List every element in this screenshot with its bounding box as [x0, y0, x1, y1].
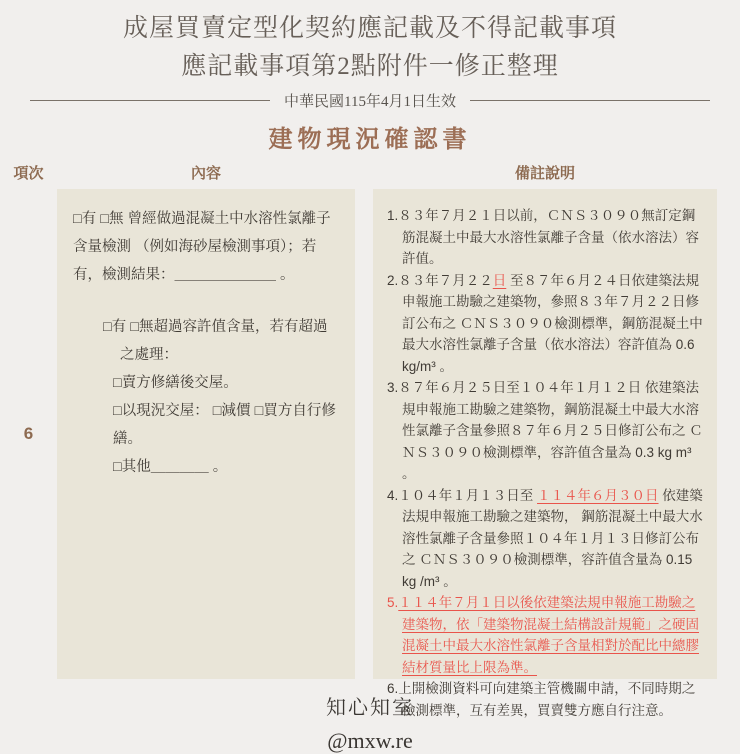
note-highlighted-text: １１４年７月１日以後依建築法規申報施工勘驗之建築物，依「建築物混凝土結構設計規範」之硬固混凝土中最大水溶性氯離子含量相對於配比中總膠結材質量比上限為準。: [398, 595, 699, 675]
note-item: [387, 592, 703, 678]
note-text: ８３年７月２１日以前，ＣＮＳ３０９０無訂定鋼筋混凝土中最大水溶性氯離子含量（依水溶法）容許值。: [398, 208, 699, 266]
content-line: □其他＿＿＿＿ 。: [113, 459, 228, 475]
note-text: 依建築法規申報施工勘驗之建築物， 鋼筋混凝土中最大水溶性氯離子含量參照１０４年１月１３日修訂公布之 ＣＮＳ３０９０檢測標準，容許值含量為 0.15 kg /m³ 。: [402, 487, 703, 589]
note-text: 至８７年６月２４日依建築法規申報施工勘驗之建築物，參照８３年７月２２日修訂公布之 ＣＮＳ３０９０檢測標準，鋼筋混凝土中最大水溶性氯離子含量（依水溶法）容許值為 0.6 kg/m³ 。: [402, 272, 703, 374]
rule-line-left: [30, 100, 270, 101]
note-number: 6.: [387, 681, 399, 696]
column-header-notes: 備註說明: [514, 165, 575, 182]
page-title-line-2: 應記載事項第2點附件一修正整理: [181, 53, 559, 80]
column-header-item-no: 項次: [13, 165, 44, 182]
effective-date: 中華民國115年4月1日生效: [284, 94, 456, 110]
note-number: 5.: [387, 595, 399, 610]
section-title: 建物現況確認書: [268, 126, 472, 153]
note-item: [387, 485, 703, 593]
note-highlighted-text: 日: [492, 272, 507, 288]
content-box: [57, 189, 355, 679]
note-item: [387, 270, 703, 378]
note-text: 上開檢測資料可向建築主管機關申請，不同時期之檢測標準，互有差異，買賣雙方應自行注意。: [398, 681, 696, 718]
content-line: □有 □無超過容許值含量，若有超過之處理：: [103, 319, 328, 363]
note-number: 3.: [387, 380, 399, 395]
content-line: □有 □無 曾經做過混凝土中水溶性氯離子含量檢測 （例如海砂屋檢測事項）；若有，檢測結果：＿＿＿＿＿＿＿ 。: [73, 211, 331, 283]
note-text: ８３年７月２２: [398, 272, 493, 288]
note-highlighted-text: １１４年６月３０日: [537, 487, 659, 503]
table-header-row: [0, 160, 717, 185]
footer-handle: @mxw.re: [327, 728, 413, 753]
content-line: □賣方修繕後交屋。: [113, 375, 238, 391]
rule-line-right: [470, 100, 710, 101]
content-line: □以現況交屋： □減價 □買方自行修繕。: [113, 403, 336, 447]
content-spacer: [71, 289, 341, 313]
note-text: １０４年１月１３日至: [398, 487, 538, 503]
note-number: 2.: [387, 272, 399, 288]
effective-date-row: [30, 90, 710, 111]
item-number: 6: [23, 424, 34, 443]
note-item: [387, 678, 703, 721]
column-header-content: 內容: [190, 165, 221, 182]
notes-box: [373, 189, 717, 718]
note-item: [387, 377, 703, 485]
note-number: 1.: [387, 208, 399, 223]
note-item: [387, 205, 703, 270]
note-text: ８７年６月２５日至１０４年１月１２日 依建築法規申報施工勘驗之建築物，鋼筋混凝土中最大水溶性氯離子含量參照８７年６月２５日修訂公布之 ＣＮＳ３０９０檢測標準，容許值含量為 0.3 kg m³ 。: [398, 380, 703, 481]
footer-brand: 知心知室: [326, 697, 414, 719]
note-number: 4.: [387, 487, 399, 503]
document-header: [0, 0, 740, 154]
page-title-line-1: 成屋買賣定型化契約應記載及不得記載事項: [122, 15, 617, 42]
